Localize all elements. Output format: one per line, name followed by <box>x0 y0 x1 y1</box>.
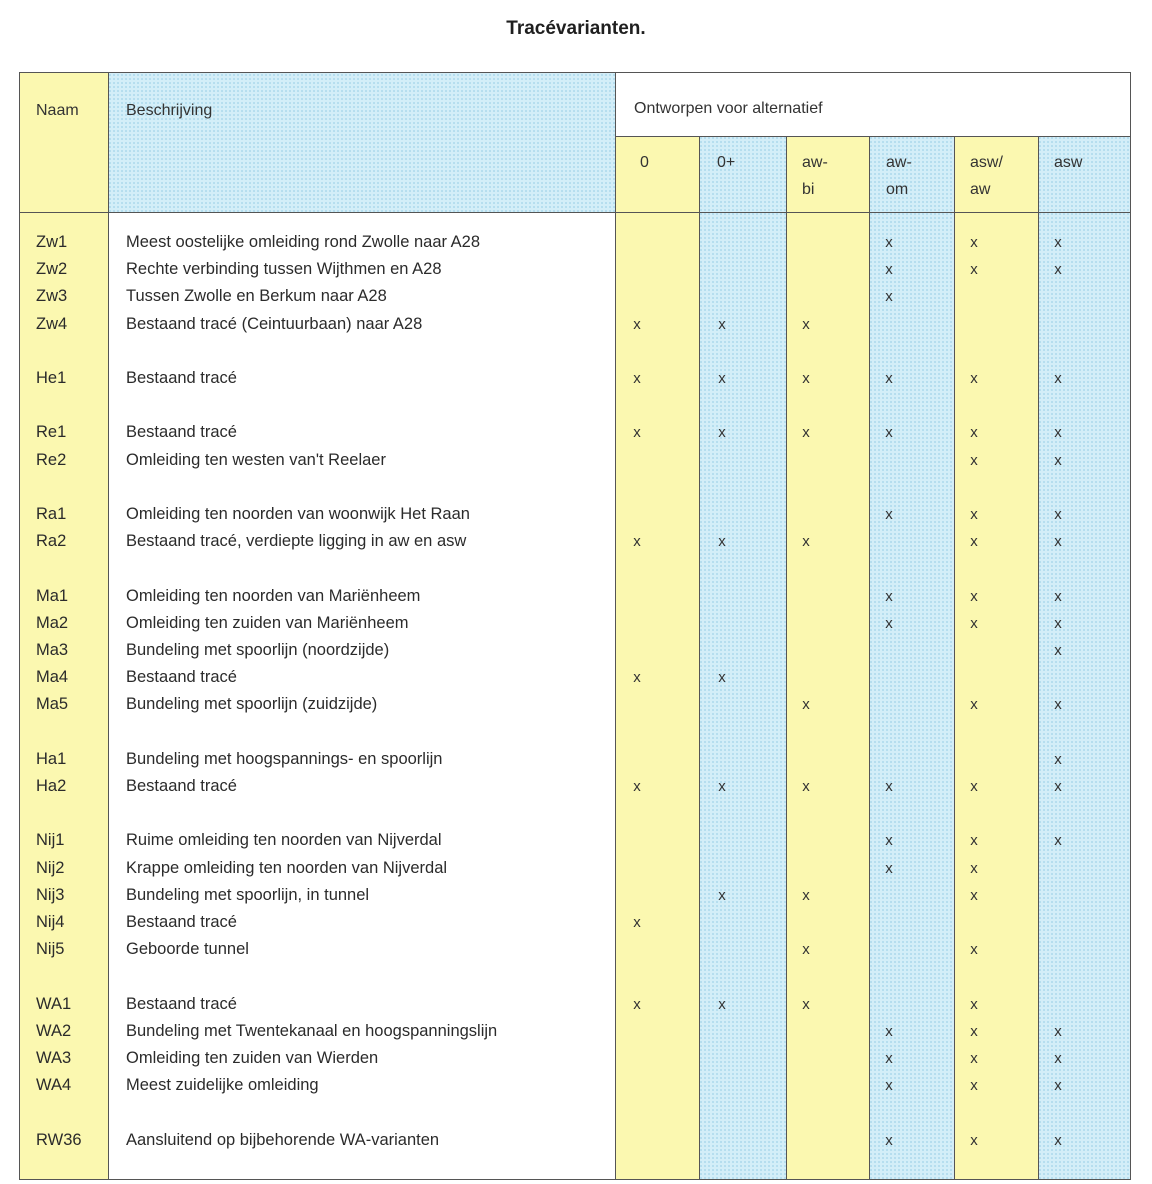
row-mark: x <box>885 1050 893 1067</box>
divider <box>954 136 955 1179</box>
row-mark: x <box>633 996 641 1013</box>
alt-awbi-column-bg <box>786 136 869 1179</box>
row-mark: x <box>633 370 641 387</box>
divider <box>108 73 109 1179</box>
row-mark: x <box>885 832 893 849</box>
row-beschrijving: Bundeling met spoorlijn, in tunnel <box>126 886 370 904</box>
row-mark: x <box>802 370 810 387</box>
divider <box>20 212 1130 213</box>
alt-0plus-column-bg <box>699 136 786 1179</box>
row-beschrijving: Bestaand tracé <box>126 423 237 441</box>
row-beschrijving: Bundeling met spoorlijn (noordzijde) <box>126 641 390 659</box>
divider <box>699 136 700 1179</box>
header-alt-0: 0 <box>640 154 649 171</box>
row-mark: x <box>970 452 978 469</box>
row-mark: x <box>633 778 641 795</box>
row-mark: x <box>1054 234 1062 251</box>
row-beschrijving: Bundeling met Twentekanaal en hoogspanningslijn <box>126 1022 498 1040</box>
row-mark: x <box>1054 751 1062 768</box>
divider <box>869 136 870 1179</box>
header-ontworpen: Ontworpen voor alternatief <box>634 100 823 117</box>
row-mark: x <box>1054 832 1062 849</box>
header-alt-aswaw-line2: aw <box>970 181 991 198</box>
row-mark: x <box>1054 696 1062 713</box>
row-naam: Ma4 <box>36 668 69 686</box>
row-mark: x <box>970 615 978 632</box>
row-mark: x <box>970 860 978 877</box>
row-naam: RW36 <box>36 1131 82 1149</box>
divider <box>1038 136 1039 1179</box>
row-mark: x <box>970 506 978 523</box>
row-mark: x <box>1054 615 1062 632</box>
header-alt-awbi-line1: aw- <box>802 154 828 171</box>
row-naam: Nij3 <box>36 886 65 904</box>
row-mark: x <box>1054 1077 1062 1094</box>
row-naam: WA2 <box>36 1022 72 1040</box>
row-beschrijving: Krappe omleiding ten noorden van Nijverdal <box>126 859 448 877</box>
row-mark: x <box>718 424 726 441</box>
row-mark: x <box>1054 1050 1062 1067</box>
row-beschrijving: Tussen Zwolle en Berkum naar A28 <box>126 287 387 305</box>
row-mark: x <box>885 588 893 605</box>
row-mark: x <box>1054 1023 1062 1040</box>
divider <box>786 136 787 1179</box>
row-mark: x <box>633 316 641 333</box>
header-alt-awom-line1: aw- <box>886 154 912 171</box>
row-beschrijving: Geboorde tunnel <box>126 940 249 958</box>
variants-table <box>19 72 1131 1180</box>
row-mark: x <box>970 696 978 713</box>
row-mark: x <box>885 1023 893 1040</box>
row-mark: x <box>718 887 726 904</box>
row-naam: Zw2 <box>36 260 68 278</box>
row-mark: x <box>1054 588 1062 605</box>
row-mark: x <box>633 424 641 441</box>
row-beschrijving: Omleiding ten zuiden van Wierden <box>126 1049 379 1067</box>
row-beschrijving: Omleiding ten noorden van Mariënheem <box>126 587 421 605</box>
row-mark: x <box>885 288 893 305</box>
row-naam: Ma2 <box>36 614 69 632</box>
row-naam: Ra2 <box>36 532 67 550</box>
row-mark: x <box>802 316 810 333</box>
row-mark: x <box>885 424 893 441</box>
row-mark: x <box>970 370 978 387</box>
row-naam: WA1 <box>36 995 72 1013</box>
row-mark: x <box>885 370 893 387</box>
row-mark: x <box>1054 533 1062 550</box>
row-naam: Ha1 <box>36 750 67 768</box>
row-mark: x <box>718 533 726 550</box>
row-mark: x <box>1054 506 1062 523</box>
row-mark: x <box>970 234 978 251</box>
row-mark: x <box>970 778 978 795</box>
page-title: Tracévarianten. <box>506 18 646 39</box>
alt-0-column-bg <box>615 136 699 1179</box>
row-mark: x <box>970 941 978 958</box>
row-naam: Nij4 <box>36 913 65 931</box>
row-mark: x <box>633 914 641 931</box>
row-mark: x <box>633 533 641 550</box>
row-mark: x <box>802 424 810 441</box>
divider <box>615 136 1130 137</box>
header-alt-aswaw-line1: asw/ <box>970 154 1003 171</box>
row-beschrijving: Bestaand tracé <box>126 369 237 387</box>
row-mark: x <box>970 1023 978 1040</box>
row-mark: x <box>633 669 641 686</box>
row-mark: x <box>885 615 893 632</box>
row-naam: Re2 <box>36 451 67 469</box>
row-naam: WA3 <box>36 1049 72 1067</box>
header-alt-awbi-line2: bi <box>802 181 815 198</box>
row-beschrijving: Omleiding ten noorden van woonwijk Het Raan <box>126 505 470 523</box>
header-naam: Naam <box>36 102 79 119</box>
header-alt-0plus: 0+ <box>717 154 736 171</box>
row-naam: Ma5 <box>36 695 69 713</box>
row-mark: x <box>970 887 978 904</box>
row-beschrijving: Bestaand tracé <box>126 668 237 686</box>
row-mark: x <box>718 316 726 333</box>
row-beschrijving: Bundeling met hoogspannings- en spoorlijn <box>126 750 443 768</box>
row-mark: x <box>1054 778 1062 795</box>
row-mark: x <box>970 996 978 1013</box>
row-beschrijving: Omleiding ten zuiden van Mariënheem <box>126 614 409 632</box>
row-naam: Ma1 <box>36 587 69 605</box>
row-mark: x <box>802 996 810 1013</box>
row-mark: x <box>885 778 893 795</box>
row-mark: x <box>970 1077 978 1094</box>
row-mark: x <box>1054 452 1062 469</box>
header-alt-asw: asw <box>1054 154 1083 171</box>
row-beschrijving: Bestaand tracé, verdiepte ligging in aw en asw <box>126 532 467 550</box>
divider <box>615 73 616 1179</box>
row-naam: WA4 <box>36 1076 72 1094</box>
row-beschrijving: Bestaand tracé <box>126 913 237 931</box>
row-mark: x <box>970 1132 978 1149</box>
row-mark: x <box>1054 261 1062 278</box>
header-beschrijving: Beschrijving <box>126 102 213 119</box>
row-mark: x <box>970 832 978 849</box>
row-naam: Re1 <box>36 423 67 441</box>
row-mark: x <box>970 424 978 441</box>
row-mark: x <box>970 1050 978 1067</box>
row-mark: x <box>885 860 893 877</box>
row-beschrijving: Bestaand tracé <box>126 995 237 1013</box>
row-beschrijving: Bestaand tracé <box>126 777 237 795</box>
row-naam: Nij1 <box>36 831 65 849</box>
row-mark: x <box>718 996 726 1013</box>
row-beschrijving: Meest oostelijke omleiding rond Zwolle naar A28 <box>126 233 481 251</box>
row-mark: x <box>718 669 726 686</box>
row-mark: x <box>718 370 726 387</box>
row-naam: Zw1 <box>36 233 68 251</box>
row-naam: Nij2 <box>36 859 65 877</box>
row-mark: x <box>970 533 978 550</box>
row-mark: x <box>802 887 810 904</box>
row-naam: Zw3 <box>36 287 68 305</box>
row-beschrijving: Ruime omleiding ten noorden van Nijverdal <box>126 831 442 849</box>
row-naam: Nij5 <box>36 940 65 958</box>
row-mark: x <box>970 261 978 278</box>
row-naam: Ma3 <box>36 641 69 659</box>
row-naam: Ra1 <box>36 505 67 523</box>
row-beschrijving: Omleiding ten westen van't Reelaer <box>126 451 386 469</box>
beschrijving-header-bg <box>108 73 615 212</box>
row-mark: x <box>1054 370 1062 387</box>
row-mark: x <box>970 588 978 605</box>
row-naam: Ha2 <box>36 777 67 795</box>
row-mark: x <box>885 1132 893 1149</box>
row-mark: x <box>885 1077 893 1094</box>
row-naam: Zw4 <box>36 315 68 333</box>
header-alt-awom-line2: om <box>886 181 909 198</box>
row-mark: x <box>802 696 810 713</box>
row-naam: He1 <box>36 369 67 387</box>
row-beschrijving: Meest zuidelijke omleiding <box>126 1076 319 1094</box>
row-mark: x <box>802 778 810 795</box>
row-beschrijving: Bundeling met spoorlijn (zuidzijde) <box>126 695 378 713</box>
row-mark: x <box>718 778 726 795</box>
row-mark: x <box>1054 424 1062 441</box>
row-beschrijving: Aansluitend op bijbehorende WA-varianten <box>126 1131 440 1149</box>
row-beschrijving: Rechte verbinding tussen Wijthmen en A28 <box>126 260 442 278</box>
row-mark: x <box>885 234 893 251</box>
row-mark: x <box>885 261 893 278</box>
row-mark: x <box>802 533 810 550</box>
row-beschrijving: Bestaand tracé (Ceintuurbaan) naar A28 <box>126 315 423 333</box>
row-mark: x <box>802 941 810 958</box>
row-mark: x <box>1054 1132 1062 1149</box>
row-mark: x <box>885 506 893 523</box>
row-mark: x <box>1054 642 1062 659</box>
